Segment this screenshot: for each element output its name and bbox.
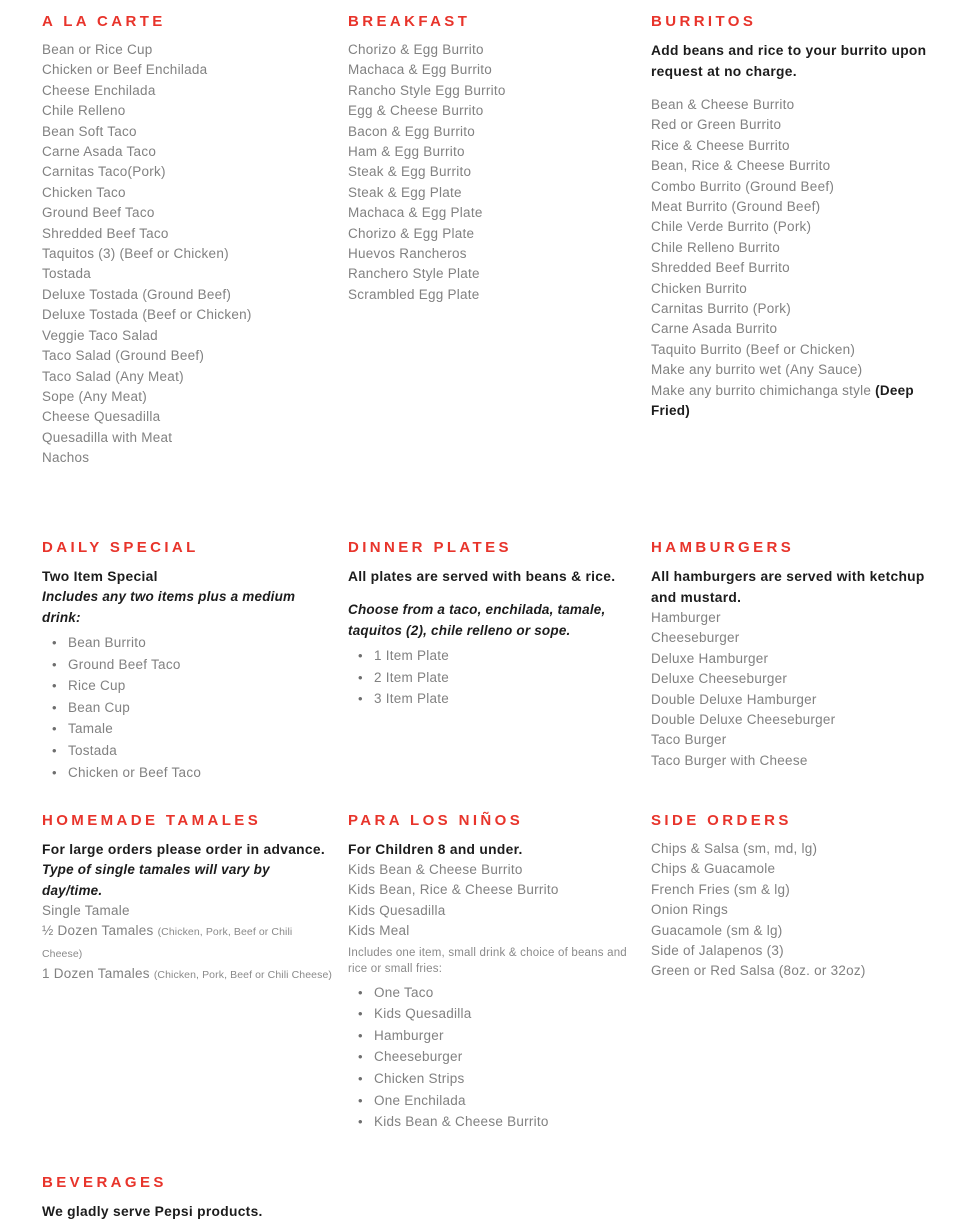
menu-item: Make any burrito wet (Any Sauce) — [651, 362, 863, 378]
menu-bullet-item: • One Taco — [348, 982, 637, 1004]
section-title: BREAKFAST — [348, 13, 471, 30]
section-intro: For Children 8 and under. — [348, 842, 523, 857]
menu-item: Chorizo & Egg Plate — [348, 225, 475, 241]
menu-item-text: 1 Dozen Tamales — [42, 966, 154, 982]
section-title: PARA LOS NIÑOS — [348, 812, 524, 829]
section-intro: Add beans and rice to your burrito upon request at no charge. — [651, 43, 927, 79]
menu-item: Kids Meal — [348, 923, 410, 939]
menu-bullet-item: • Tostada — [42, 740, 334, 762]
menu-item: Shredded Beef Burrito — [651, 260, 790, 276]
menu-item: Onion Rings — [651, 902, 729, 918]
menu-item: Bean, Rice & Cheese Burrito — [651, 158, 831, 174]
menu-item — [651, 381, 935, 422]
menu-item: Hamburger — [651, 610, 721, 625]
menu-item: Double Deluxe Cheeseburger — [651, 712, 836, 728]
menu-item: Deluxe Tostada (Beef or Chicken) — [42, 307, 252, 323]
item-list — [348, 860, 637, 942]
menu-bullet-item: • Hamburger — [348, 1025, 637, 1047]
menu-item: Veggie Taco Salad — [42, 327, 158, 343]
menu-item: Cheeseburger — [651, 630, 740, 646]
menu-item — [42, 964, 334, 985]
section-a-la-carte — [42, 14, 348, 469]
menu-item: Huevos Rancheros — [348, 246, 467, 262]
menu-item: Carnitas Burrito (Pork) — [651, 301, 792, 317]
section-subintro: Includes any two items plus a medium drink: — [42, 589, 296, 625]
section-title: DINNER PLATES — [348, 539, 512, 556]
item-list — [42, 901, 334, 986]
menu-item: Bean & Cheese Burrito — [651, 97, 795, 112]
menu-bullet-item: • One Enchilada — [348, 1090, 637, 1112]
menu-item: Taquitos (3) (Beef or Chicken) — [42, 246, 229, 262]
menu-item: Ground Beef Taco — [42, 205, 155, 221]
section-intro: For large orders please order in advance. — [42, 842, 325, 857]
menu-item: Chips & Guacamole — [651, 861, 776, 877]
menu-bullet-item: • Bean Cup — [42, 697, 334, 719]
menu-item: Quesadilla with Meat — [42, 429, 173, 445]
menu-item: Single Tamale — [42, 903, 130, 918]
menu-item: Ham & Egg Burrito — [348, 144, 465, 160]
menu-item: Steak & Egg Burrito — [348, 164, 472, 180]
menu-item: Chicken Taco — [42, 184, 126, 200]
section-title: BURRITOS — [651, 13, 757, 30]
bullet-list — [42, 632, 334, 783]
section-homemade-tamales — [42, 813, 348, 986]
menu-bullet-item: • Ground Beef Taco — [42, 654, 334, 676]
menu-item: Combo Burrito (Ground Beef) — [651, 178, 835, 194]
menu-item: Cheese Quesadilla — [42, 409, 161, 425]
section-beverages — [42, 1175, 949, 1222]
menu-item: Sope (Any Meat) — [42, 388, 148, 404]
menu-item: Taquito Burrito (Beef or Chicken) — [651, 341, 856, 357]
section-fine-print: Includes one item, small drink & choice of beans and rice or small fries: — [348, 946, 627, 976]
section-burritos — [651, 14, 949, 422]
menu-item: Bean Soft Taco — [42, 123, 137, 139]
menu-bullet-item: • 2 Item Plate — [348, 667, 637, 689]
item-list — [651, 608, 935, 771]
menu-item: Carne Asada Taco — [42, 144, 157, 160]
menu-item: Tostada — [42, 266, 92, 282]
menu-item: Chile Verde Burrito (Pork) — [651, 219, 812, 235]
menu-item: Carnitas Taco(Pork) — [42, 164, 166, 180]
menu-item: Deluxe Tostada (Ground Beef) — [42, 286, 232, 302]
bullet-list — [348, 645, 637, 710]
menu-row-2 — [42, 540, 949, 813]
menu-item: Kids Quesadilla — [348, 902, 446, 918]
section-subintro: Choose from a taco, enchilada, tamale, taquitos (2), chile relleno or sope. — [348, 602, 606, 638]
section-intro: We gladly serve Pepsi products. — [42, 1204, 263, 1219]
section-para-los-ninos — [348, 813, 651, 1133]
menu-item: Guacamole (sm & lg) — [651, 922, 783, 938]
menu-item: Double Deluxe Hamburger — [651, 691, 817, 707]
menu-item: Taco Salad (Ground Beef) — [42, 348, 205, 364]
menu-item: Machaca & Egg Plate — [348, 205, 483, 221]
menu-item: Green or Red Salsa (8oz. or 32oz) — [651, 963, 866, 979]
menu-row-1 — [42, 14, 949, 540]
menu-item: Carne Asada Burrito — [651, 321, 778, 337]
section-title: HAMBURGERS — [651, 539, 795, 556]
menu-bullet-item: • Chicken Strips — [348, 1068, 637, 1090]
menu-item: French Fries (sm & lg) — [651, 881, 791, 897]
section-title: HOMEMADE TAMALES — [42, 812, 262, 829]
menu-item: Deluxe Hamburger — [651, 650, 769, 666]
menu-row-3 — [42, 813, 949, 1175]
menu-item: Cheese Enchilada — [42, 82, 156, 98]
menu-item — [42, 921, 334, 964]
menu-item: Taco Salad (Any Meat) — [42, 368, 184, 384]
menu-item-emphasis: (Deep Fried) — [651, 382, 914, 419]
menu-item-text: ½ Dozen Tamales — [42, 923, 158, 939]
menu-item: Shredded Beef Taco — [42, 225, 169, 241]
menu-item-note: (Chicken, Pork, Beef or Chili Cheese) — [42, 926, 293, 960]
menu-bullet-item: • Kids Bean & Cheese Burrito — [348, 1111, 637, 1133]
item-list — [42, 40, 334, 469]
menu-item: Red or Green Burrito — [651, 117, 782, 133]
menu-item: Kids Bean & Cheese Burrito — [348, 862, 523, 877]
menu-item: Deluxe Cheeseburger — [651, 671, 788, 687]
item-list — [651, 839, 935, 982]
menu-item: Chorizo & Egg Burrito — [348, 42, 484, 57]
bullet-list — [348, 982, 637, 1133]
section-intro: All hamburgers are served with ketchup and mustard. — [651, 569, 925, 605]
menu-item: Side of Jalapenos (3) — [651, 943, 784, 959]
item-list — [651, 95, 935, 422]
menu-item: Rice & Cheese Burrito — [651, 137, 790, 153]
section-title: A LA CARTE — [42, 13, 166, 30]
menu-item: Nachos — [42, 450, 90, 466]
section-title: SIDE ORDERS — [651, 812, 792, 829]
section-hamburgers — [651, 540, 949, 771]
section-breakfast — [348, 14, 651, 305]
section-subintro: Type of single tamales will vary by day/time. — [42, 862, 270, 898]
section-side-orders — [651, 813, 949, 982]
section-intro: Two Item Special — [42, 569, 158, 584]
menu-item-note: (Chicken, Pork, Beef or Chili Cheese) — [153, 969, 332, 982]
menu-item: Ranchero Style Plate — [348, 266, 480, 282]
menu-bullet-item: • Bean Burrito — [42, 632, 334, 654]
menu-item: Egg & Cheese Burrito — [348, 103, 484, 119]
menu-item: Taco Burger with Cheese — [651, 752, 808, 768]
menu-item: Bacon & Egg Burrito — [348, 123, 476, 139]
menu-item: Chicken Burrito — [651, 280, 748, 296]
menu-item: Chile Relleno — [42, 103, 126, 119]
menu-item: Meat Burrito (Ground Beef) — [651, 199, 821, 215]
menu-item: Taco Burger — [651, 732, 727, 748]
section-intro: All plates are served with beans & rice. — [348, 569, 616, 584]
menu-bullet-item: • Tamale — [42, 718, 334, 740]
menu-item-text: Make any burrito chimichanga style — [651, 382, 876, 398]
menu-bullet-item: • Kids Quesadilla — [348, 1003, 637, 1025]
section-title: BEVERAGES — [42, 1174, 167, 1191]
menu-item: Steak & Egg Plate — [348, 184, 462, 200]
menu-item: Chile Relleno Burrito — [651, 239, 781, 255]
menu-bullet-item: • 3 Item Plate — [348, 688, 637, 710]
item-list — [348, 40, 637, 305]
menu-item: Bean or Rice Cup — [42, 42, 153, 57]
menu-item: Kids Bean, Rice & Cheese Burrito — [348, 882, 559, 898]
menu-item: Rancho Style Egg Burrito — [348, 82, 506, 98]
menu-item: Machaca & Egg Burrito — [348, 62, 493, 78]
section-daily-special — [42, 540, 348, 783]
section-title: DAILY SPECIAL — [42, 539, 199, 556]
menu-bullet-item: • Rice Cup — [42, 675, 334, 697]
menu-item: Chips & Salsa (sm, md, lg) — [651, 841, 818, 856]
section-dinner-plates — [348, 540, 651, 710]
menu-bullet-item: • 1 Item Plate — [348, 645, 637, 667]
menu-item: Chicken or Beef Enchilada — [42, 62, 208, 78]
menu-item: Scrambled Egg Plate — [348, 286, 480, 302]
menu-bullet-item: • Cheeseburger — [348, 1046, 637, 1068]
menu-bullet-item: • Chicken or Beef Taco — [42, 762, 334, 784]
